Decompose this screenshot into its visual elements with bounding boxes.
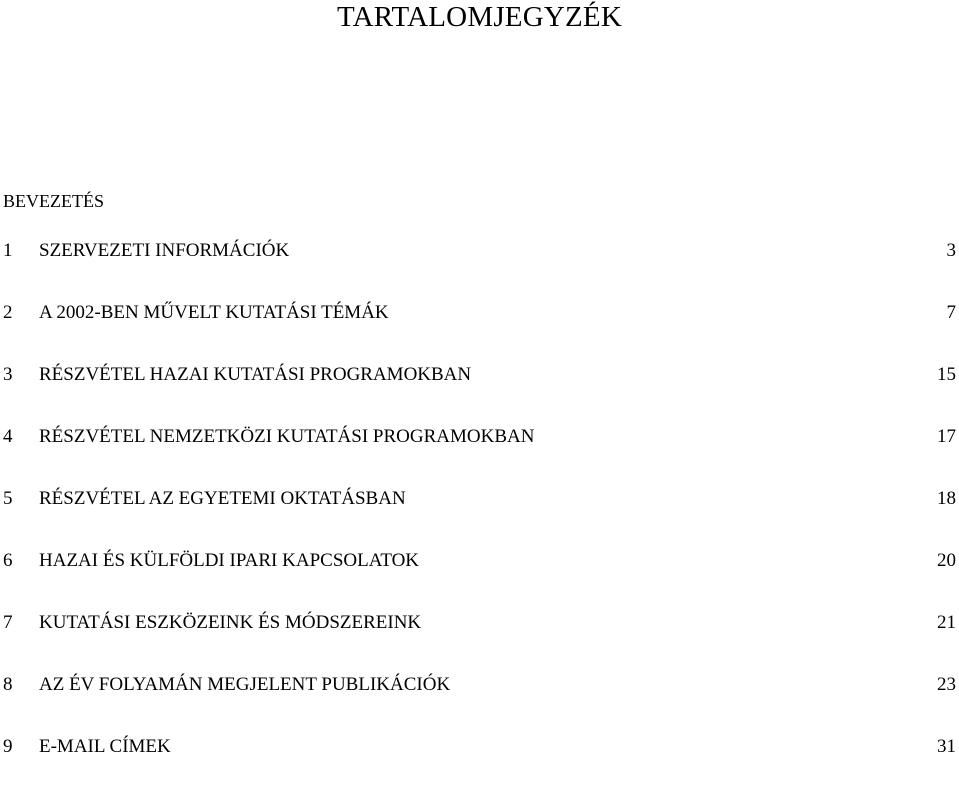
toc-entry-label: RÉSZVÉTEL HAZAI KUTATÁSI PROGRAMOKBAN	[39, 364, 472, 385]
toc-entry-label: E-MAIL CÍMEK	[39, 736, 171, 757]
table-of-contents	[0, 240, 959, 798]
toc-entry	[0, 612, 959, 674]
toc-entry	[0, 364, 959, 426]
toc-entry-page: 31	[937, 736, 956, 757]
toc-entry-page: 7	[946, 302, 956, 323]
toc-entry-label: KUTATÁSI ESZKÖZEINK ÉS MÓDSZEREINK	[39, 612, 422, 633]
toc-entry-page: 3	[946, 240, 956, 261]
toc-entry-page: 15	[937, 364, 956, 385]
toc-entry-number: 5	[3, 488, 13, 509]
page-title: TARTALOMJEGYZÉK	[337, 1, 622, 33]
toc-entry	[0, 240, 959, 302]
toc-entry-page: 18	[937, 488, 956, 509]
toc-entry	[0, 426, 959, 488]
toc-entry-label: RÉSZVÉTEL AZ EGYETEMI OKTATÁSBAN	[39, 488, 406, 509]
toc-entry-page: 21	[937, 612, 956, 633]
toc-entry-label: AZ ÉV FOLYAMÁN MEGJELENT PUBLIKÁCIÓK	[39, 674, 451, 695]
toc-entry-label: A 2002-BEN MŰVELT KUTATÁSI TÉMÁK	[39, 302, 389, 323]
toc-entry	[0, 736, 959, 798]
toc-entry	[0, 488, 959, 550]
toc-entry	[0, 674, 959, 736]
toc-entry-number: 2	[3, 302, 13, 323]
toc-entry-page: 23	[937, 674, 956, 695]
toc-intro: BEVEZETÉS	[3, 191, 104, 211]
toc-entry-number: 1	[3, 240, 13, 261]
toc-entry-page: 20	[937, 550, 956, 571]
toc-entry-number: 3	[3, 364, 13, 385]
toc-entry-number: 6	[3, 550, 13, 571]
toc-entry-label: RÉSZVÉTEL NEMZETKÖZI KUTATÁSI PROGRAMOKBAN	[39, 426, 535, 447]
toc-entry-page: 17	[937, 426, 956, 447]
toc-entry-number: 7	[3, 612, 13, 633]
toc-entry-number: 9	[3, 736, 13, 757]
toc-entry	[0, 302, 959, 364]
toc-entry-number: 8	[3, 674, 13, 695]
toc-entry-label: SZERVEZETI INFORMÁCIÓK	[39, 240, 290, 261]
toc-entry-label: HAZAI ÉS KÜLFÖLDI IPARI KAPCSOLATOK	[39, 550, 420, 571]
toc-entry-number: 4	[3, 426, 13, 447]
toc-entry	[0, 550, 959, 612]
